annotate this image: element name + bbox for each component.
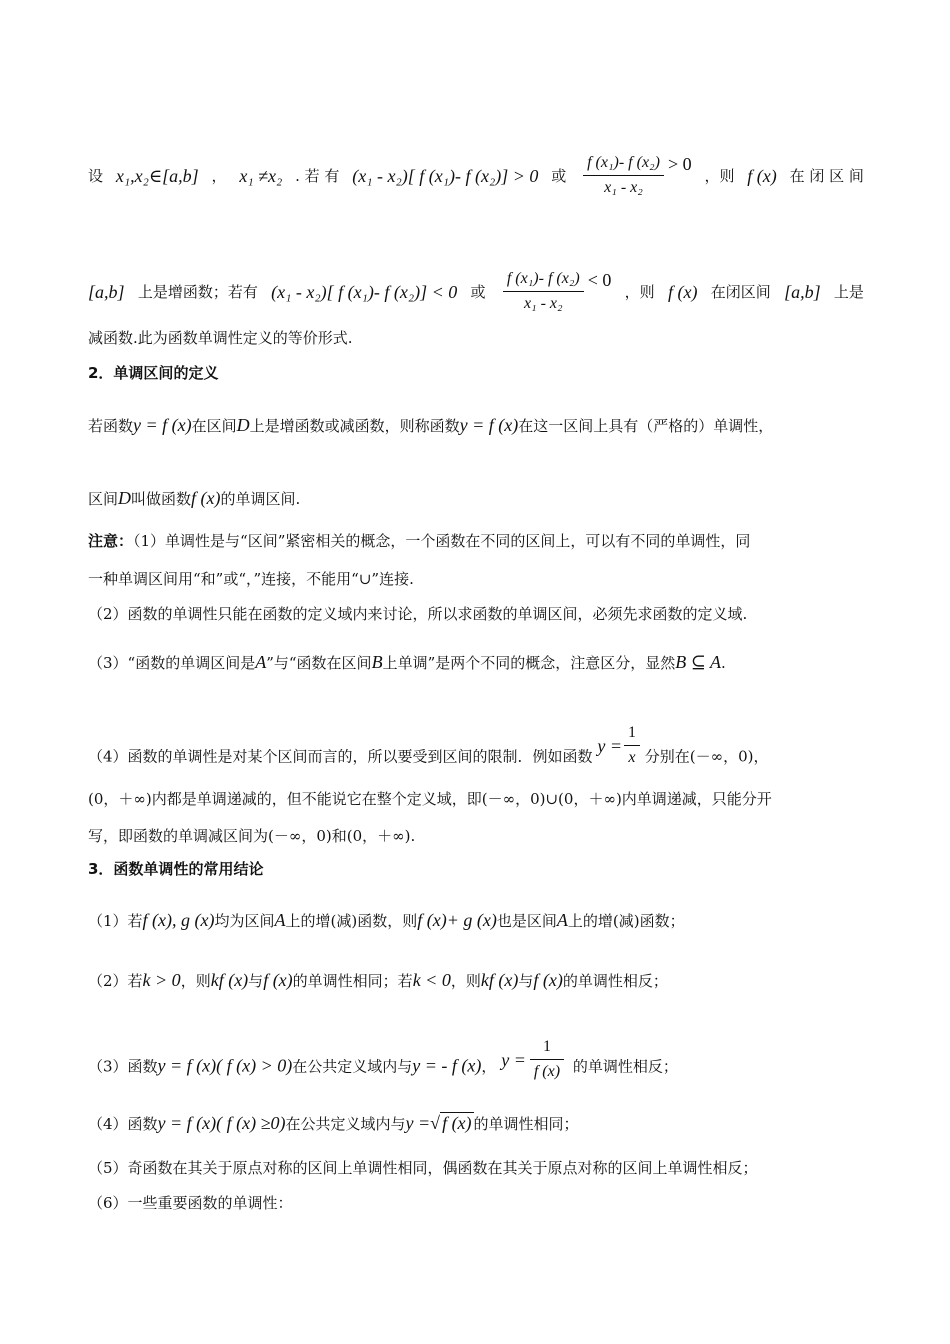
text: 的单调区间. bbox=[220, 490, 301, 508]
math-gt-zero: > 0 bbox=[667, 153, 692, 174]
math-A: A bbox=[274, 910, 286, 930]
text: 分别在(－∞，0)， bbox=[644, 747, 769, 766]
fraction-denominator: x₁ - x₂ bbox=[523, 295, 563, 312]
text: 在 闭 区 间 bbox=[789, 166, 864, 185]
fraction-numerator: f (x₁)- f (x₂) bbox=[583, 152, 664, 176]
text: 叫做函数 bbox=[131, 490, 192, 508]
paragraph-interval-def-1 bbox=[88, 414, 864, 437]
text: ，则 bbox=[450, 972, 481, 990]
math-y-eq-fx: y = f (x) bbox=[459, 415, 519, 435]
math-y-eq: y = bbox=[501, 1049, 526, 1070]
math-y-eq: y = bbox=[405, 1113, 431, 1133]
paragraph-equivalent-def-3: 减函数.此为函数单调性定义的等价形式. bbox=[88, 329, 353, 347]
text: 上是增函数；若有 bbox=[137, 282, 258, 301]
math-interval-ab: [a,b] bbox=[88, 281, 125, 302]
math-sqrt-fx: f (x) bbox=[442, 1113, 472, 1133]
text: （4）函数 bbox=[88, 1115, 158, 1133]
text: ，则 bbox=[624, 282, 655, 301]
section-heading-3: 3．函数单调性的常用结论 bbox=[88, 860, 264, 878]
text: ， bbox=[211, 166, 227, 185]
text: 若函数 bbox=[88, 417, 134, 435]
text: 在公共定义域内与 bbox=[285, 1115, 406, 1133]
math-product-negative: (x₁ - x₂)[ f (x₁)- f (x₂)] < 0 bbox=[271, 281, 458, 302]
conclusion-3 bbox=[88, 1038, 864, 1089]
math-A: A bbox=[556, 910, 568, 930]
text: （2）若 bbox=[88, 972, 143, 990]
text: （1）单调性是与“区间”紧密相关的概念，一个函数在不同的区间上，可以有不同的单调性，同 bbox=[133, 532, 751, 550]
text: 上单调”是两个不同的概念，注意区分，显然 bbox=[382, 654, 676, 672]
text: 在区间 bbox=[191, 417, 237, 435]
math-fx: f (x) bbox=[263, 970, 293, 990]
text: 与 bbox=[518, 972, 534, 990]
note-line-7: 写，即函数的单调减区间为(－∞，0)和(0，＋∞). bbox=[88, 827, 416, 845]
text: 在闭区间 bbox=[710, 282, 771, 301]
math-fx: f (x) bbox=[533, 970, 563, 990]
text: 的单调性相反； bbox=[572, 1057, 678, 1076]
math-fraction-negative bbox=[499, 268, 612, 315]
note-line-6: (0，＋∞)内都是单调递减的，但不能说它在整个定义域，即(－∞，0)∪(0，＋∞)内单调递减，只能分开 bbox=[88, 790, 772, 808]
math-k-lt-0: k < 0 bbox=[412, 970, 451, 990]
text: 均为区间 bbox=[214, 912, 275, 930]
fraction-numerator: 1 bbox=[624, 722, 640, 746]
math-x1-neq-x2: x₁ ≠x₂ bbox=[239, 165, 283, 186]
fraction bbox=[624, 722, 640, 769]
math-y-fx-nonneg: y = f (x)( f (x) ≥0) bbox=[157, 1113, 286, 1133]
math-y-eq-fx: y = f (x) bbox=[133, 415, 192, 435]
note-line-4 bbox=[88, 651, 864, 674]
text: . 若 有 bbox=[295, 166, 340, 185]
fraction-numerator: f (x₁)- f (x₂) bbox=[503, 268, 584, 292]
note-line-2: 一种单调区间用“和”或“，”连接，不能用“∪”连接. bbox=[88, 570, 414, 588]
text: 区间 bbox=[88, 490, 119, 508]
text: 上是增函数或减函数，则称函数 bbox=[249, 417, 460, 435]
math-fx: f (x) bbox=[191, 488, 221, 508]
math-k-gt-0: k > 0 bbox=[142, 970, 181, 990]
text: ，则 bbox=[704, 166, 735, 185]
text: ， bbox=[481, 1057, 497, 1076]
conclusion-4 bbox=[88, 1112, 864, 1135]
math-fraction-positive bbox=[579, 152, 692, 199]
math-fx-gx: f (x), g (x) bbox=[142, 910, 215, 930]
fraction-denominator: f (x) bbox=[533, 1063, 561, 1080]
text: . bbox=[720, 654, 726, 672]
conclusion-6: （6）一些重要函数的单调性： bbox=[88, 1194, 293, 1212]
text: 也是区间 bbox=[496, 912, 557, 930]
sqrt-icon: √ bbox=[430, 1113, 441, 1133]
math-y-fx-positive: y = f (x)( f (x) > 0) bbox=[157, 1055, 293, 1076]
math-fx: f (x) bbox=[667, 281, 698, 302]
section-heading-2: 2．单调区间的定义 bbox=[88, 364, 219, 382]
text: 或 bbox=[470, 282, 486, 301]
conclusion-1 bbox=[88, 909, 864, 932]
text: 在公共定义域内与 bbox=[292, 1057, 413, 1076]
fraction bbox=[583, 152, 664, 199]
fraction bbox=[530, 1036, 564, 1083]
text: 的单调性相同； bbox=[473, 1115, 579, 1133]
math-y-eq-1-over-fx bbox=[501, 1036, 568, 1083]
math-y-eq: y = bbox=[597, 735, 622, 756]
text: （3）“函数的单调区间是 bbox=[88, 654, 256, 672]
math-B: B bbox=[371, 652, 383, 672]
text: ，则 bbox=[180, 972, 211, 990]
conclusion-2 bbox=[88, 969, 864, 992]
text: 在这一区间上具有（严格的）单调性， bbox=[518, 417, 774, 435]
fraction-denominator: x₁ - x₂ bbox=[604, 179, 643, 196]
text: 或 bbox=[551, 166, 567, 185]
math-product-positive: (x₁ - x₂)[ f (x₁)- f (x₂)] > 0 bbox=[352, 165, 539, 186]
text: 的单调性相同；若 bbox=[292, 972, 413, 990]
note-line-5 bbox=[88, 724, 864, 779]
conclusion-5: （5）奇函数在其关于原点对称的区间上单调性相同，偶函数在其关于原点对称的区间上单调性相反； bbox=[88, 1159, 758, 1177]
text: （1）若 bbox=[88, 912, 143, 930]
text: （4）函数的单调性是对某个区间而言的，所以要受到区间的限制．例如函数 bbox=[88, 747, 593, 766]
note-line-3: （2）函数的单调性只能在函数的定义域内来讨论，所以求函数的单调区间，必须先求函数的定义域. bbox=[88, 605, 748, 623]
paragraph-interval-def-2 bbox=[88, 487, 864, 510]
math-kfx: kf (x) bbox=[480, 970, 519, 990]
math-fx: f (x) bbox=[747, 165, 777, 186]
math-y-neg-fx: y = - f (x) bbox=[412, 1055, 482, 1076]
math-kfx: kf (x) bbox=[210, 970, 249, 990]
note-label: 注意： bbox=[88, 532, 134, 550]
math-fx-plus-gx: f (x)+ g (x) bbox=[417, 910, 497, 930]
text: 上的增(减)函数，则 bbox=[285, 912, 418, 930]
math-y-eq-1-over-x bbox=[597, 722, 640, 769]
paragraph-equivalent-def-1 bbox=[88, 152, 864, 199]
math-B-subset-A: B ⊆ A bbox=[675, 652, 721, 672]
paragraph-equivalent-def-2 bbox=[88, 268, 864, 315]
fraction bbox=[503, 268, 584, 315]
math-A: A bbox=[255, 652, 267, 672]
math-x1-x2-in-ab: x₁,x₂∈[a,b] bbox=[115, 165, 199, 186]
text: 设 bbox=[88, 166, 104, 185]
math-lt-zero: < 0 bbox=[587, 269, 612, 290]
fraction-numerator: 1 bbox=[530, 1036, 564, 1060]
math-D: D bbox=[236, 415, 250, 435]
text: 上的增(减)函数； bbox=[567, 912, 685, 930]
text: 与 bbox=[248, 972, 264, 990]
text: 上是 bbox=[833, 282, 864, 301]
note-line-1 bbox=[88, 530, 864, 552]
text: 的单调性相反； bbox=[562, 972, 668, 990]
text: ”与“函数在区间 bbox=[266, 654, 372, 672]
math-D: D bbox=[118, 488, 132, 508]
text: （3）函数 bbox=[88, 1057, 158, 1076]
fraction-denominator: x bbox=[628, 749, 636, 766]
math-interval-ab: [a,b] bbox=[784, 281, 821, 302]
